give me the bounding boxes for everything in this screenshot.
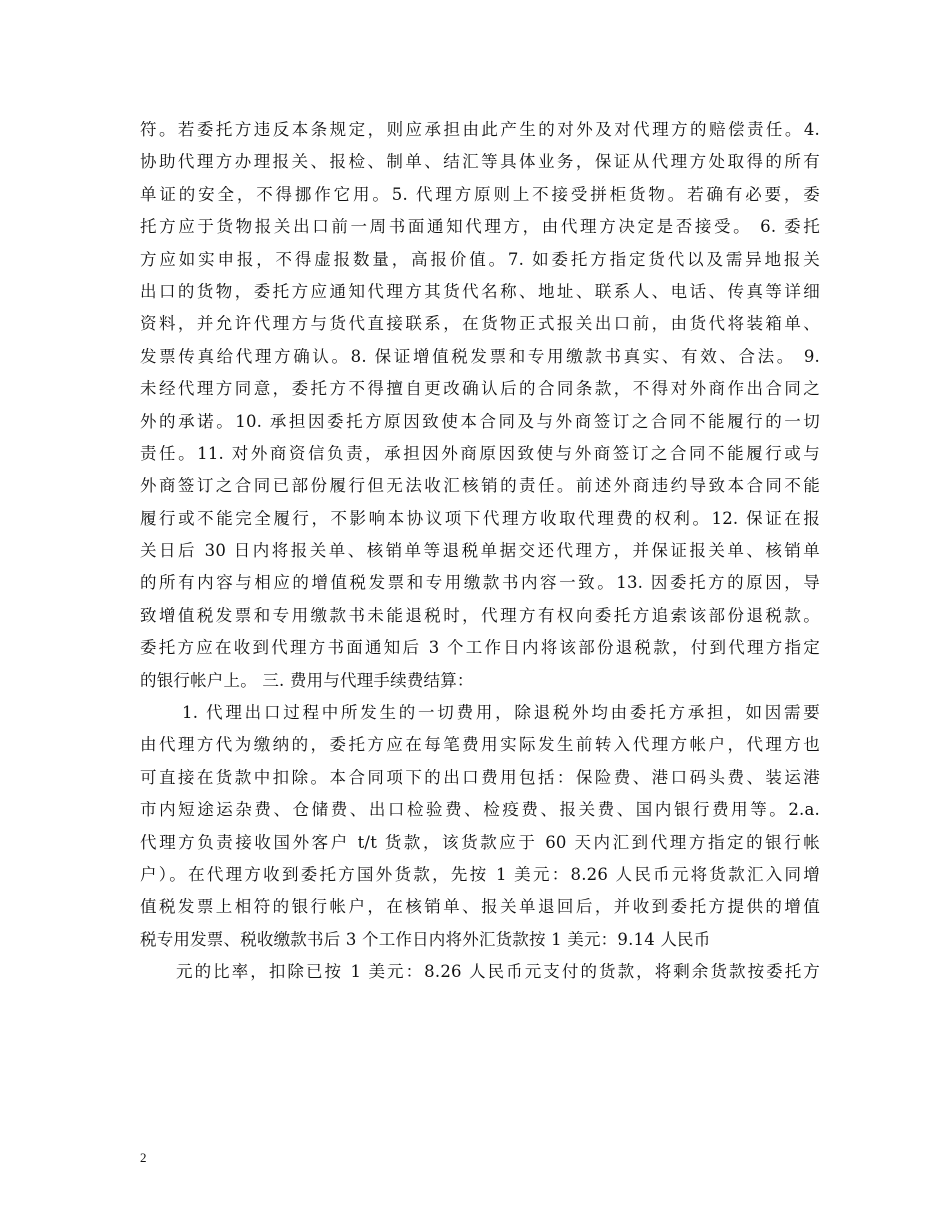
- text-line: 外商签订之合同已部份履行但无法收汇核销的责任。前述外商违约导致本合同不能: [140, 476, 820, 496]
- text-line: 致增值税发票和专用缴款书未能退税时，代理方有权向委托方追索该部份退税款。: [140, 605, 820, 625]
- text-line: 市内短途运杂费、仓储费、出口检验费、检疫费、报关费、国内银行费用等。2.a.: [140, 800, 820, 820]
- text-line: 户）。在代理方收到委托方国外货款，先按 1 美元：8.26 人民币元将货款汇入同增: [140, 864, 820, 884]
- text-line: 代理方负责接收国外客户 t/t 货款，该货款应于 60 天内汇到代理方指定的银行帐: [140, 832, 820, 852]
- text-line: 协助代理方办理报关、报检、制单、结汇等具体业务，保证从代理方处取得的所有: [140, 152, 820, 172]
- text-line: 未经代理方同意，委托方不得擅自更改确认后的合同条款，不得对外商作出合同之: [140, 379, 820, 399]
- body-text: [140, 114, 820, 989]
- text-line: 发票传真给代理方确认。8. 保证增值税发票和专用缴款书真实、有效、合法。 9.: [140, 346, 820, 366]
- text-line: 托方应于货物报关出口前一周书面通知代理方，由代理方决定是否接受。 6. 委托: [140, 217, 820, 237]
- text-line: 方应如实申报，不得虚报数量，高报价值。7. 如委托方指定货代以及需异地报关: [140, 249, 820, 269]
- text-line: 单证的安全，不得挪作它用。5. 代理方原则上不接受拼柜货物。若确有必要，委: [140, 184, 820, 204]
- page-number: 2: [140, 1150, 147, 1165]
- text-line: 由代理方代为缴纳的，委托方应在每笔费用实际发生前转入代理方帐户，代理方也: [140, 735, 820, 755]
- text-line: 1. 代理出口过程中所发生的一切费用，除退税外均由委托方承担，如因需要: [182, 703, 820, 723]
- text-line: 履行或不能完全履行，不影响本协议项下代理方收取代理费的权利。12. 保证在报: [140, 508, 820, 528]
- text-line: 税专用发票、税收缴款书后 3 个工作日内将外汇货款按 1 美元：9.14 人民币: [140, 929, 711, 949]
- text-line: 的所有内容与相应的增值税发票和专用缴款书内容一致。13. 因委托方的原因，导: [140, 573, 820, 593]
- text-line: 资料，并允许代理方与货代直接联系，在货物正式报关出口前，由货代将装箱单、: [140, 314, 820, 334]
- text-line: 委托方应在收到代理方书面通知后 3 个工作日内将该部份退税款，付到代理方指定: [140, 638, 820, 658]
- text-line: 的银行帐户上。 三. 费用与代理手续费结算：: [140, 670, 474, 690]
- text-line: 可直接在货款中扣除。本合同项下的出口费用包括：保险费、港口码头费、装运港: [140, 767, 820, 787]
- text-line: 元的比率，扣除已按 1 美元：8.26 人民币元支付的货款，将剩余货款按委托方: [176, 962, 820, 982]
- text-line: 值税发票上相符的银行帐户，在核销单、报关单退回后，并收到委托方提供的增值: [140, 897, 820, 917]
- text-line: 出口的货物，委托方应通知代理方其货代名称、地址、联系人、电话、传真等详细: [140, 281, 820, 301]
- text-line: 关日后 30 日内将报关单、核销单等退税单据交还代理方，并保证报关单、核销单: [140, 541, 820, 561]
- text-line: 责任。11. 对外商资信负责，承担因外商原因致使与外商签订之合同不能履行或与: [140, 443, 820, 463]
- text-line: 外的承诺。10. 承担因委托方原因致使本合同及与外商签订之合同不能履行的一切: [140, 411, 820, 431]
- text-line: 符。若委托方违反本条规定，则应承担由此产生的对外及对代理方的赔偿责任。4.: [140, 120, 820, 139]
